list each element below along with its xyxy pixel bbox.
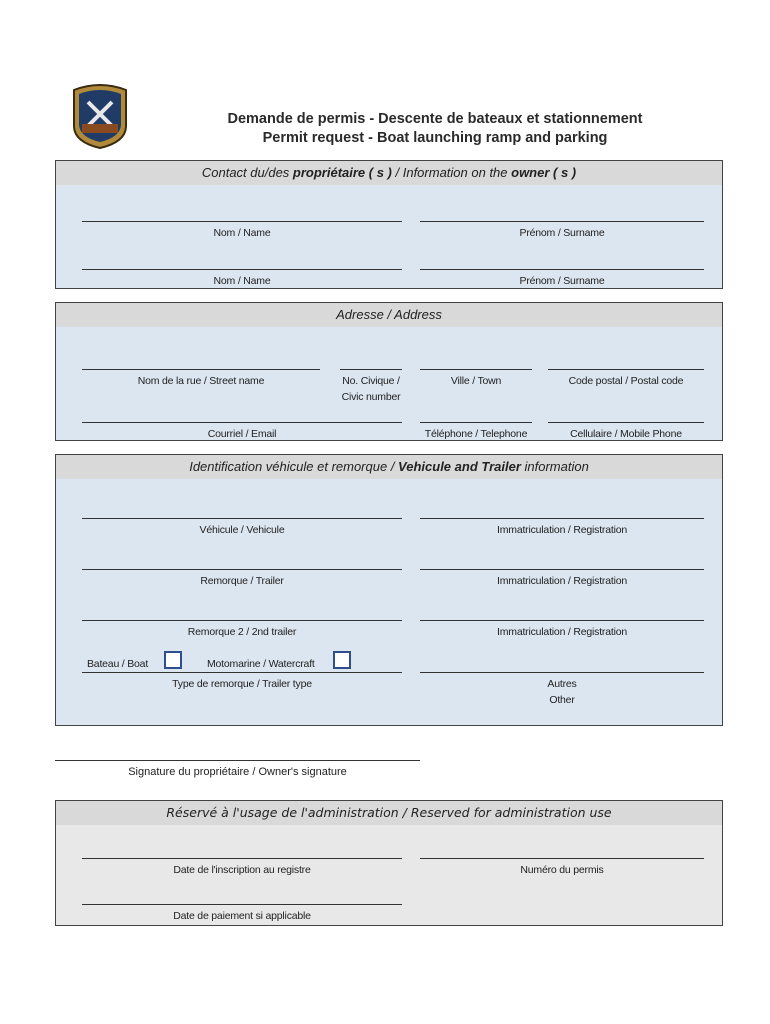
trailer2-field[interactable] — [82, 620, 402, 638]
civic-label-en: Civic number — [341, 391, 401, 403]
surname-label: Prénom / Surname — [519, 275, 605, 287]
trailer2-registration-field[interactable] — [420, 620, 704, 638]
registry-date-field[interactable] — [82, 858, 402, 876]
email-field[interactable] — [82, 422, 402, 440]
vehicle-field[interactable] — [82, 518, 402, 536]
trailer-label: Remorque / Trailer — [200, 575, 284, 587]
phone-label: Téléphone / Telephone — [424, 428, 528, 440]
surname-label: Prénom / Surname — [519, 227, 605, 239]
permit-number-label: Numéro du permis — [520, 864, 604, 876]
mobile-label: Cellulaire / Mobile Phone — [570, 428, 682, 440]
owner-surname-field-1[interactable] — [420, 221, 704, 239]
name-label: Nom / Name — [213, 275, 271, 287]
civic-number-field[interactable] — [340, 369, 402, 403]
trailer-type-field[interactable] — [82, 672, 402, 690]
permit-number-field[interactable] — [420, 858, 704, 876]
vehicle-registration-field[interactable] — [420, 518, 704, 536]
address-section — [55, 302, 723, 441]
watercraft-label: Motomarine / Watercraft — [207, 658, 315, 670]
vehicle-label: Véhicule / Vehicule — [199, 524, 285, 536]
trailer2-label: Remorque 2 / 2nd trailer — [187, 626, 297, 638]
admin-section-heading: Réservé à l'usage de l'administration / Reserved for administration use — [56, 801, 722, 825]
owner-surname-field-2[interactable] — [420, 269, 704, 287]
registration-label: Immatriculation / Registration — [497, 524, 627, 536]
street-label: Nom de la rue / Street name — [137, 375, 265, 387]
other-label: Autres — [547, 678, 577, 690]
title-french: Demande de permis - Descente de bateaux et stationnement — [227, 111, 643, 127]
trailer-type-label: Type de remorque / Trailer type — [172, 678, 312, 690]
owner-name-field-1[interactable] — [82, 221, 402, 239]
payment-date-label: Date de paiement si applicable — [173, 910, 311, 922]
postal-label: Code postal / Postal code — [568, 375, 684, 387]
signature-label: Signature du propriétaire / Owner's signature — [128, 766, 347, 778]
civic-label: No. Civique / — [342, 375, 400, 387]
payment-date-field[interactable] — [82, 904, 402, 922]
owner-name-field-2[interactable] — [82, 269, 402, 287]
boat-label: Bateau / Boat — [87, 658, 149, 670]
signature-line[interactable] — [55, 760, 420, 761]
name-label: Nom / Name — [213, 227, 271, 239]
postal-code-field[interactable] — [548, 369, 704, 387]
address-section-heading: Adresse / Address — [56, 303, 722, 327]
vehicle-section-heading: Identification véhicule et remorque / Vehicule and Trailer information — [56, 455, 722, 479]
other-field[interactable] — [420, 672, 704, 706]
owner-section-heading: Contact du/des propriétaire ( s ) / Information on the owner ( s ) — [56, 161, 722, 185]
street-name-field[interactable] — [82, 369, 320, 387]
title-english: Permit request - Boat launching ramp and parking — [262, 130, 608, 146]
admin-section — [55, 800, 723, 926]
vehicle-section — [55, 454, 723, 726]
owner-section — [55, 160, 723, 289]
town-field[interactable] — [420, 369, 532, 387]
mobile-phone-field[interactable] — [548, 422, 704, 440]
town-label: Ville / Town — [450, 375, 502, 387]
registration-label: Immatriculation / Registration — [497, 575, 627, 587]
registration-label: Immatriculation / Registration — [497, 626, 627, 638]
pincourt-logo — [68, 82, 132, 150]
other-label-en: Other — [549, 694, 575, 706]
trailer-field[interactable] — [82, 569, 402, 587]
watercraft-checkbox[interactable] — [333, 651, 351, 669]
registry-date-label: Date de l'inscription au registre — [173, 864, 311, 876]
boat-checkbox[interactable] — [164, 651, 182, 669]
trailer-registration-field[interactable] — [420, 569, 704, 587]
email-label: Courriel / Email — [207, 428, 277, 440]
telephone-field[interactable] — [420, 422, 532, 440]
